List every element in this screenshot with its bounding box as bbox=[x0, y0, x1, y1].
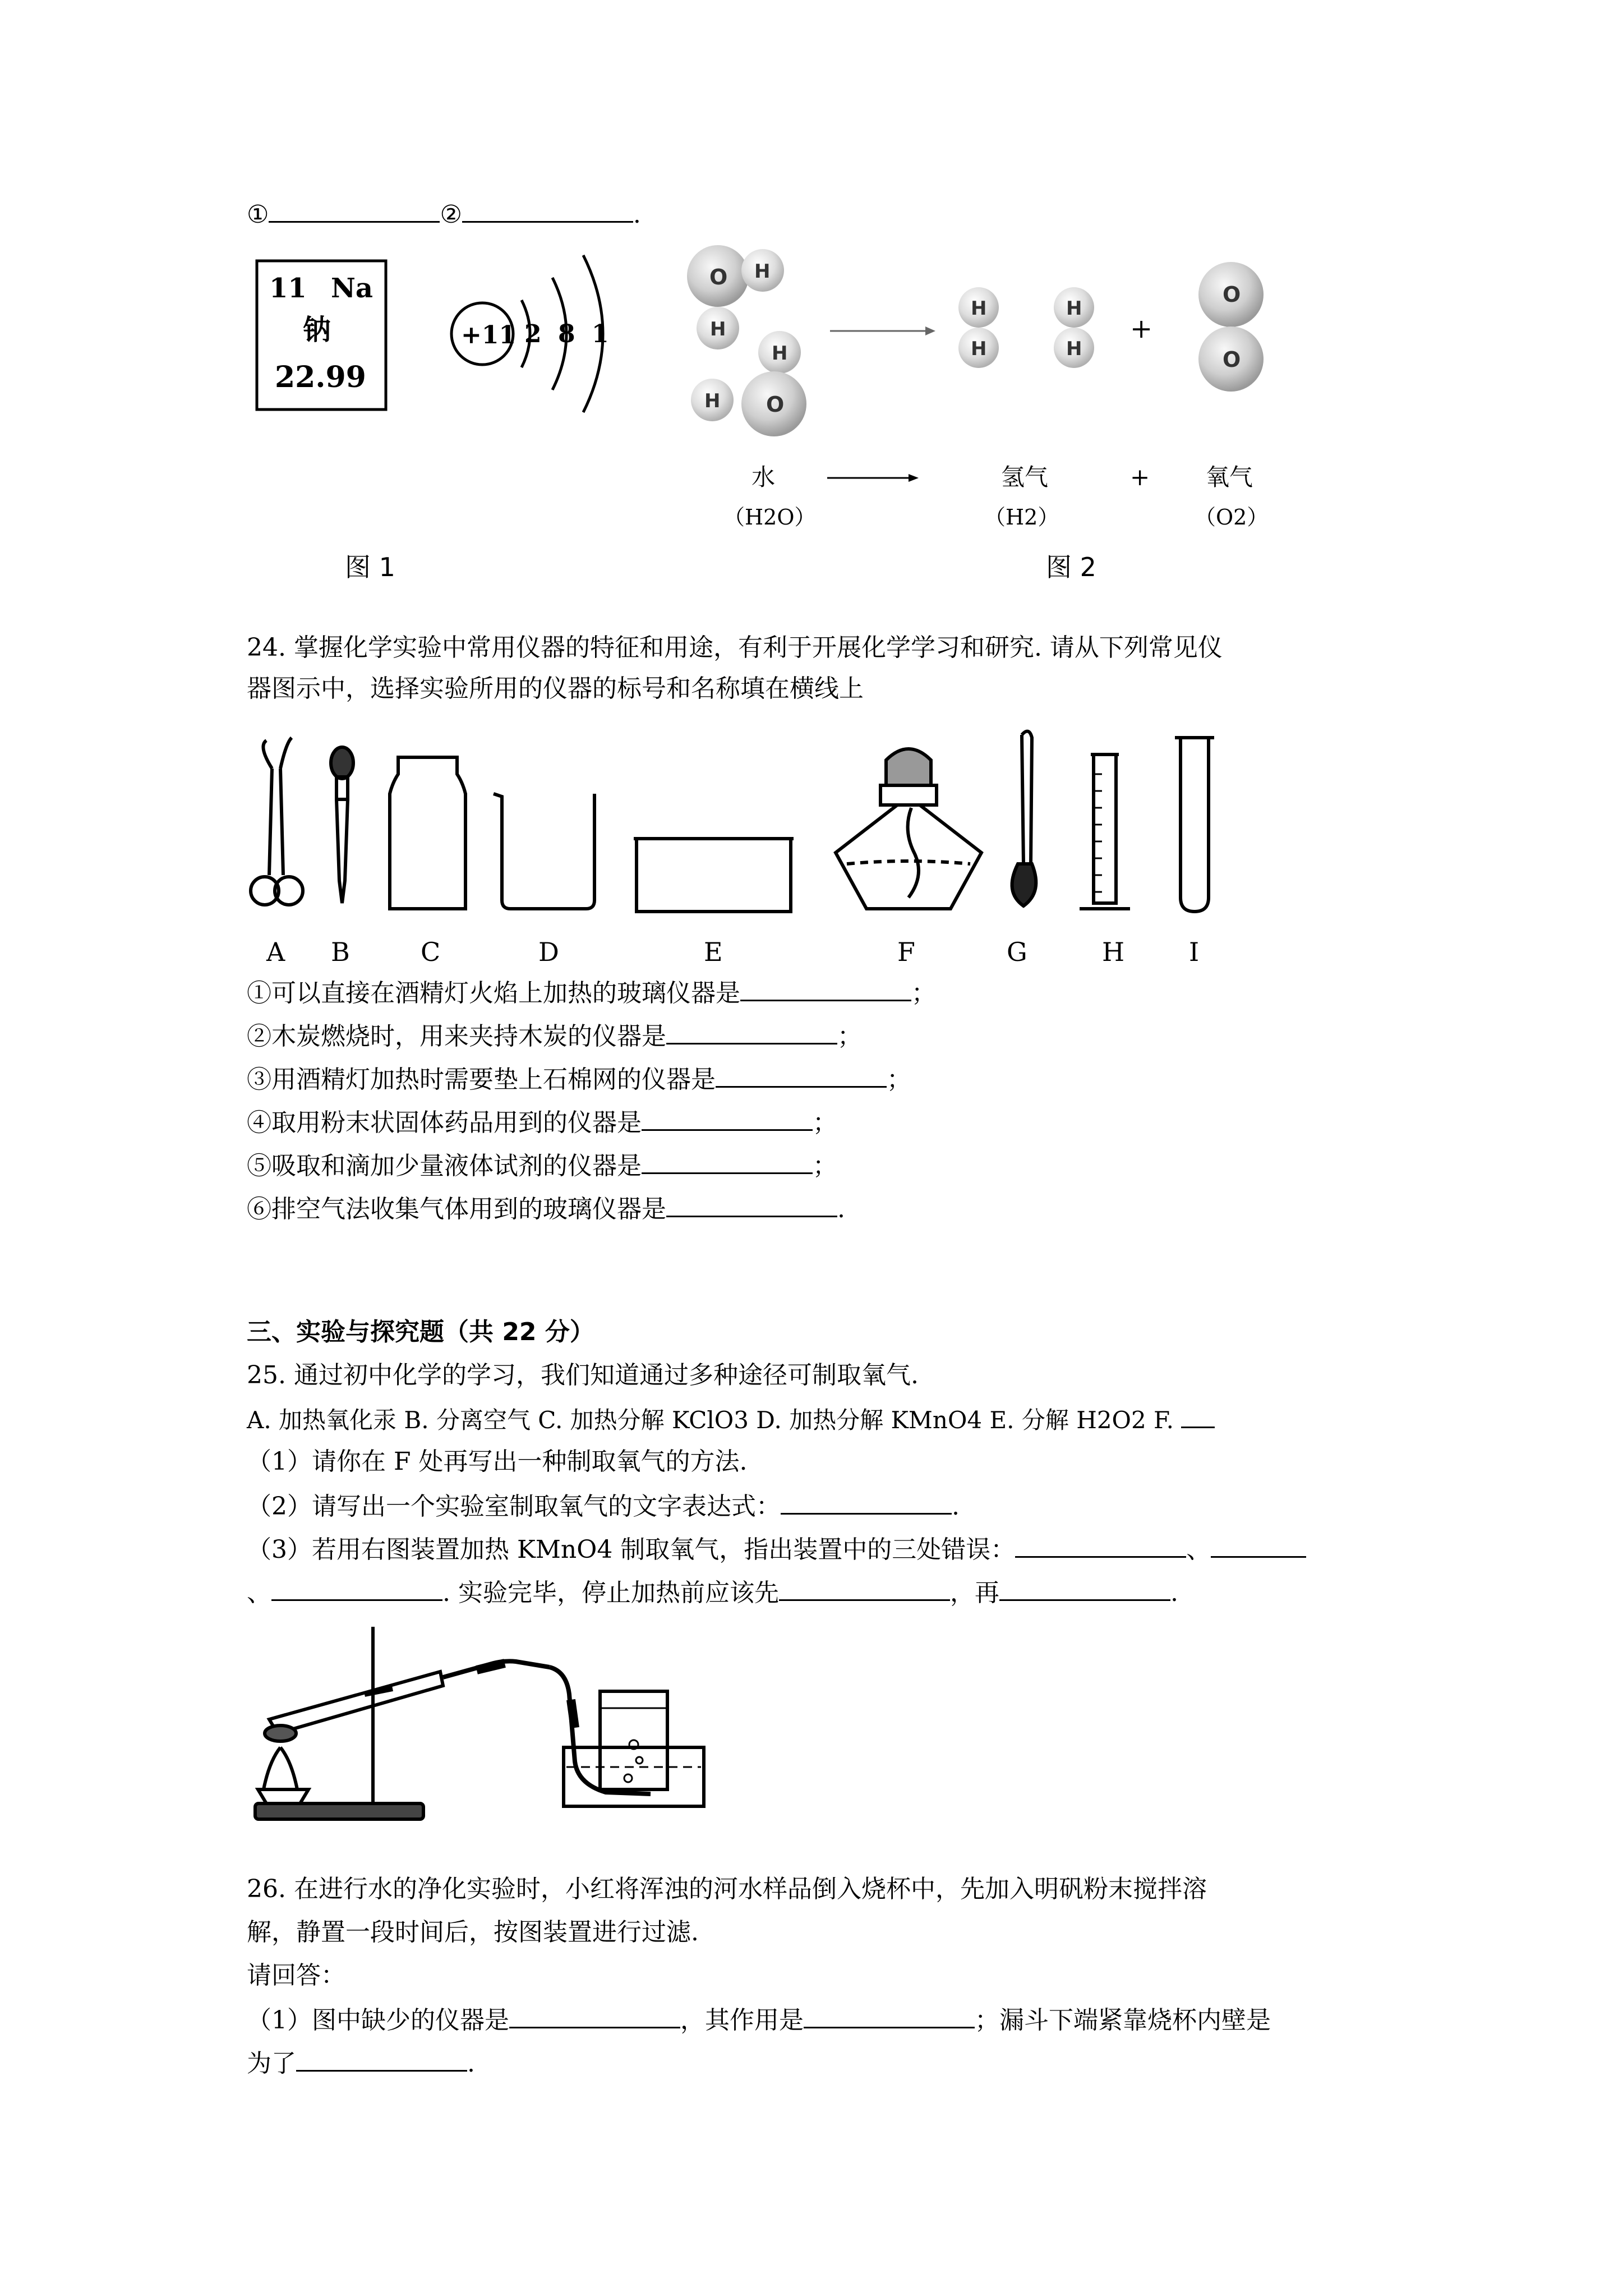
q24-title-line2: 器图示中，选择实验所用的仪器的标号和名称填在横线上 bbox=[247, 674, 864, 703]
instrument-label-b: B bbox=[331, 937, 350, 967]
q24-item-6: ⑥排空气法收集气体用到的玻璃仪器是 . bbox=[247, 1191, 845, 1226]
instrument-label-d: D bbox=[538, 937, 559, 967]
answer-blank[interactable] bbox=[296, 2045, 467, 2072]
section-3-title: 三、实验与探究题（共 22 分） bbox=[247, 1318, 594, 1346]
svg-text:H: H bbox=[1066, 338, 1082, 360]
q24-item-5: ⑤吸取和滴加少量液体试剂的仪器是 ； bbox=[247, 1148, 837, 1183]
atomic-number: 11 bbox=[269, 273, 307, 304]
beaker bbox=[494, 794, 594, 909]
instrument-label-i: I bbox=[1189, 937, 1200, 967]
answer-blank[interactable] bbox=[781, 1488, 952, 1515]
iron-stand-base bbox=[255, 1803, 423, 1819]
answer-blank[interactable] bbox=[779, 1575, 950, 1601]
q24-item-1: ①可以直接在酒精灯火焰上加热的玻璃仪器是 ； bbox=[247, 975, 936, 1010]
answer-blank[interactable] bbox=[716, 1061, 887, 1088]
hydrogen-label: 氢气 bbox=[1001, 463, 1049, 491]
crucible-tongs bbox=[251, 738, 303, 905]
sodium-figure bbox=[247, 247, 639, 415]
svg-text:O: O bbox=[1223, 347, 1241, 372]
oxygen-formula: （O2） bbox=[1195, 505, 1269, 530]
svg-text:H: H bbox=[1066, 297, 1082, 320]
instruments-figure bbox=[247, 712, 1256, 976]
test-tube bbox=[1181, 738, 1209, 912]
svg-text:+: + bbox=[1130, 463, 1150, 491]
answer-blank[interactable] bbox=[269, 196, 440, 223]
reagent-bottle bbox=[390, 757, 465, 909]
answer-blank[interactable] bbox=[804, 2002, 975, 2028]
svg-text:O: O bbox=[709, 265, 728, 289]
instrument-label-h: H bbox=[1102, 937, 1125, 967]
svg-text:H: H bbox=[971, 297, 987, 320]
q25-title: 25. 通过初中化学的学习，我们知道通过多种途径可制取氧气. bbox=[247, 1361, 919, 1389]
svg-text:O: O bbox=[1223, 282, 1241, 307]
q26-line2: 解，静置一段时间后，按图装置进行过滤. bbox=[247, 1918, 699, 1947]
q24-item-3: ③用酒精灯加热时需要垫上石棉网的仪器是 ； bbox=[247, 1061, 911, 1097]
svg-text:H: H bbox=[704, 390, 721, 412]
element-name: 钠 bbox=[303, 313, 331, 346]
answer-blank[interactable] bbox=[642, 1105, 813, 1131]
shell-count-1: 2 bbox=[524, 320, 542, 348]
instrument-label-a: A bbox=[266, 937, 285, 967]
q25-options: A. 加热氧化汞 B. 分离空气 C. 加热分解 KClO3 D. 加热分解 KMnO4 E. 分解 H2O2 F. bbox=[247, 1402, 1215, 1437]
instrument-label-f: F bbox=[897, 937, 915, 967]
q24-item-4: ④取用粉末状固体药品用到的仪器是 ； bbox=[247, 1105, 837, 1140]
oxygen-label: 氧气 bbox=[1206, 463, 1253, 491]
combustion-spoon bbox=[1012, 731, 1036, 906]
figure-2-caption: 图 2 bbox=[1046, 552, 1096, 582]
shell-count-2: 8 bbox=[558, 320, 575, 348]
answer-blank[interactable] bbox=[1181, 1402, 1215, 1428]
answer-blank[interactable] bbox=[271, 1575, 442, 1601]
water-trough bbox=[564, 1747, 704, 1806]
oxygen-apparatus-figure bbox=[247, 1616, 729, 1829]
answer-blank[interactable] bbox=[740, 975, 911, 1001]
svg-text:H: H bbox=[710, 318, 726, 341]
blank-1-marker: ① bbox=[247, 200, 269, 229]
svg-text:H: H bbox=[754, 260, 771, 283]
alcohol-lamp bbox=[836, 749, 981, 909]
q24-item-2: ②木炭燃烧时，用来夹持木炭的仪器是 ； bbox=[247, 1018, 862, 1053]
q26-sub1-line2: 为了 . bbox=[247, 2045, 475, 2081]
svg-text:O: O bbox=[766, 392, 785, 417]
q25-sub2: （2）请写出一个实验室制取氧气的文字表达式： . bbox=[247, 1488, 960, 1524]
answer-blank[interactable] bbox=[1211, 1531, 1306, 1558]
nucleus-charge: +11 bbox=[461, 321, 517, 349]
answer-blank[interactable] bbox=[999, 1575, 1170, 1601]
blank-2-marker: ② bbox=[440, 200, 462, 229]
answer-blank[interactable] bbox=[642, 1148, 813, 1174]
instrument-label-c: C bbox=[421, 937, 441, 967]
answer-blank[interactable] bbox=[1015, 1531, 1186, 1558]
water-label: 水 bbox=[751, 463, 776, 491]
figure-1 bbox=[247, 247, 639, 426]
lamp-under bbox=[264, 1747, 297, 1789]
dropper bbox=[331, 747, 353, 903]
atomic-mass: 22.99 bbox=[275, 360, 366, 394]
svg-text:H: H bbox=[971, 338, 987, 360]
q26-sub1-line1: （1）图中缺少的仪器是 ，其作用是 ；漏斗下端紧靠烧杯内壁是 bbox=[247, 2002, 1271, 2037]
q25-sub3-line2: 、 . 实验完毕，停止加热前应该先 ，再 . bbox=[247, 1575, 1178, 1610]
element-symbol: Na bbox=[331, 273, 373, 304]
water-formula: （H2O） bbox=[723, 505, 816, 530]
test-tube-tilted bbox=[269, 1672, 443, 1733]
svg-text:H: H bbox=[772, 342, 788, 365]
hydrogen-formula: （H2） bbox=[984, 505, 1059, 530]
graduated-cylinder bbox=[1080, 754, 1130, 909]
answer-blank[interactable] bbox=[666, 1018, 837, 1045]
q25-sub3-line1: （3）若用右图装置加热 KMnO4 制取氧气，指出装置中的三处错误： 、 bbox=[247, 1531, 1306, 1567]
instrument-label-g: G bbox=[1007, 937, 1027, 967]
q25-sub1: （1）请你在 F 处再写出一种制取氧气的方法. bbox=[247, 1447, 748, 1476]
q24-title-line1: 24. 掌握化学实验中常用仪器的特征和用途，有利于开展化学学习和研究. 请从下列常见仪 bbox=[247, 633, 1223, 662]
figure-1-caption: 图 1 bbox=[345, 552, 395, 582]
answer-blank[interactable] bbox=[666, 1191, 837, 1217]
instrument-label-e: E bbox=[704, 937, 723, 967]
water-trough bbox=[637, 839, 791, 912]
shell-count-3: 1 bbox=[592, 320, 609, 348]
q26-line3: 请回答： bbox=[247, 1961, 345, 1990]
top-answer-line: ① ② . bbox=[247, 196, 641, 232]
answer-blank[interactable] bbox=[462, 196, 633, 223]
plus-sign: + bbox=[1130, 313, 1153, 344]
q26-line1: 26. 在进行水的净化实验时，小红将浑浊的河水样品倒入烧杯中，先加入明矾粉末搅拌溶 bbox=[247, 1875, 1207, 1903]
figure-2 bbox=[662, 241, 1324, 555]
answer-blank[interactable] bbox=[509, 2002, 680, 2028]
